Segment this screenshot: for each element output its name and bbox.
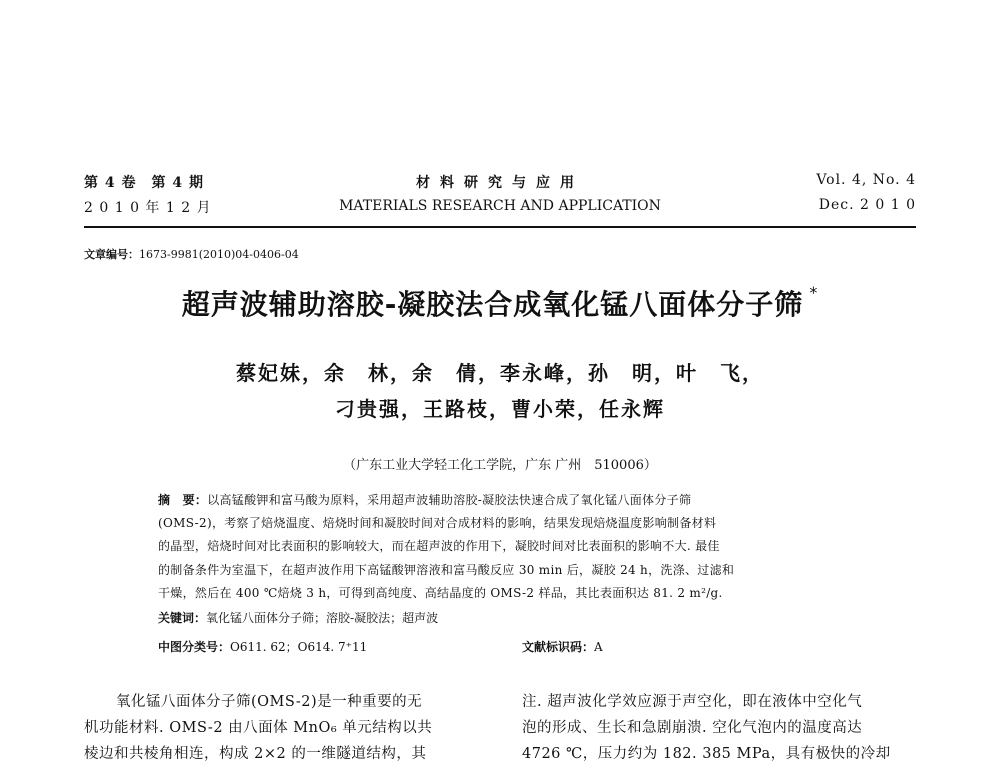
abstract-label: 摘 要： (158, 493, 208, 507)
abstract-text: 以高锰酸钾和富马酸为原料，采用超声波辅助溶胶-凝胶法快速合成了氧化锰八面体分子筛 (207, 493, 692, 507)
volume-number: Vol. 4, No. 4 (816, 172, 916, 188)
body-text-line: 机功能材料. OMS-2 由八面体 MnO₆ 单元结构以共 (84, 720, 433, 736)
authors-line-2: 刁贵强，王路枝，曹小荣，任永辉 (335, 397, 665, 421)
abstract-line: 干燥，然后在 400 ℃焙烧 3 h，可得到高纯度、高结晶度的 OMS-2 样品，其比表面积达 81. 2 m²/g. (158, 586, 723, 600)
article-number-value: 1673-9981(2010)04-0406-04 (139, 248, 299, 261)
journal-name-cn: 材料研究与应用 (416, 175, 584, 191)
keywords-label: 关键词： (158, 611, 207, 625)
clc-value: O611. 62；O614. 7⁺11 (230, 640, 368, 654)
keywords-text: 氧化锰八面体分子筛；溶胶-凝胶法；超声波 (206, 611, 439, 625)
abstract-line: 的晶型，焙烧时间对比表面积的影响较大，而在超声波的作用下，凝胶时间对比表面积的影响不大. 最佳 (158, 539, 720, 553)
body-text-line: 泡的形成、生长和急剧崩溃. 空化气泡内的温度高达 (522, 720, 863, 736)
document-code (522, 638, 603, 655)
issue-date: 2 0 1 0 年 1 2 月 (84, 200, 212, 216)
authors-line-1: 蔡妃妹，余 林，余 倩，李永峰，孙 明，叶 飞， (236, 361, 764, 385)
keywords (158, 609, 438, 626)
title-footnote-mark: * (809, 283, 819, 302)
body-text-line: 注. 超声波化学效应源于声空化，即在液体中空化气 (522, 694, 863, 710)
article-number (84, 246, 299, 262)
body-text-line: 棱边和共棱角相连，构成 2×2 的一维隧道结构，其 (84, 746, 427, 762)
issue-date-en: Dec. 2 0 1 0 (818, 197, 916, 213)
body-text-line: 氧化锰八面体分子筛(OMS-2)是一种重要的无 (116, 694, 423, 710)
document-code-label: 文献标识码： (522, 640, 595, 654)
journal-name-en: MATERIALS RESEARCH AND APPLICATION (339, 198, 661, 214)
body-text-line: 4726 ℃，压力约为 182. 385 MPa，具有极快的冷却 (522, 746, 891, 762)
header-rule (84, 226, 916, 228)
article-number-label: 文章编号： (84, 248, 139, 261)
abstract-line: (OMS-2)，考察了焙烧温度、焙烧时间和凝胶时间对合成材料的影响，结果发现焙烧温度影响制备材料 (158, 516, 717, 530)
paper-title (0, 283, 1000, 323)
paper-title-text: 超声波辅助溶胶-凝胶法合成氧化锰八面体分子筛 (181, 288, 804, 321)
abstract-line (158, 491, 691, 508)
abstract-line: 的制备条件为室温下，在超声波作用下高锰酸钾溶液和富马酸反应 30 min 后，凝胶 24 h，洗涤、过滤和 (158, 563, 735, 577)
clc-number (158, 638, 367, 655)
issue-info: 第 4 卷 第 4 期 (84, 175, 204, 191)
affiliation: （广东工业大学轻工化工学院，广东 广州 510006） (343, 458, 657, 473)
document-code-value: A (594, 640, 603, 654)
clc-label: 中图分类号： (158, 640, 231, 654)
